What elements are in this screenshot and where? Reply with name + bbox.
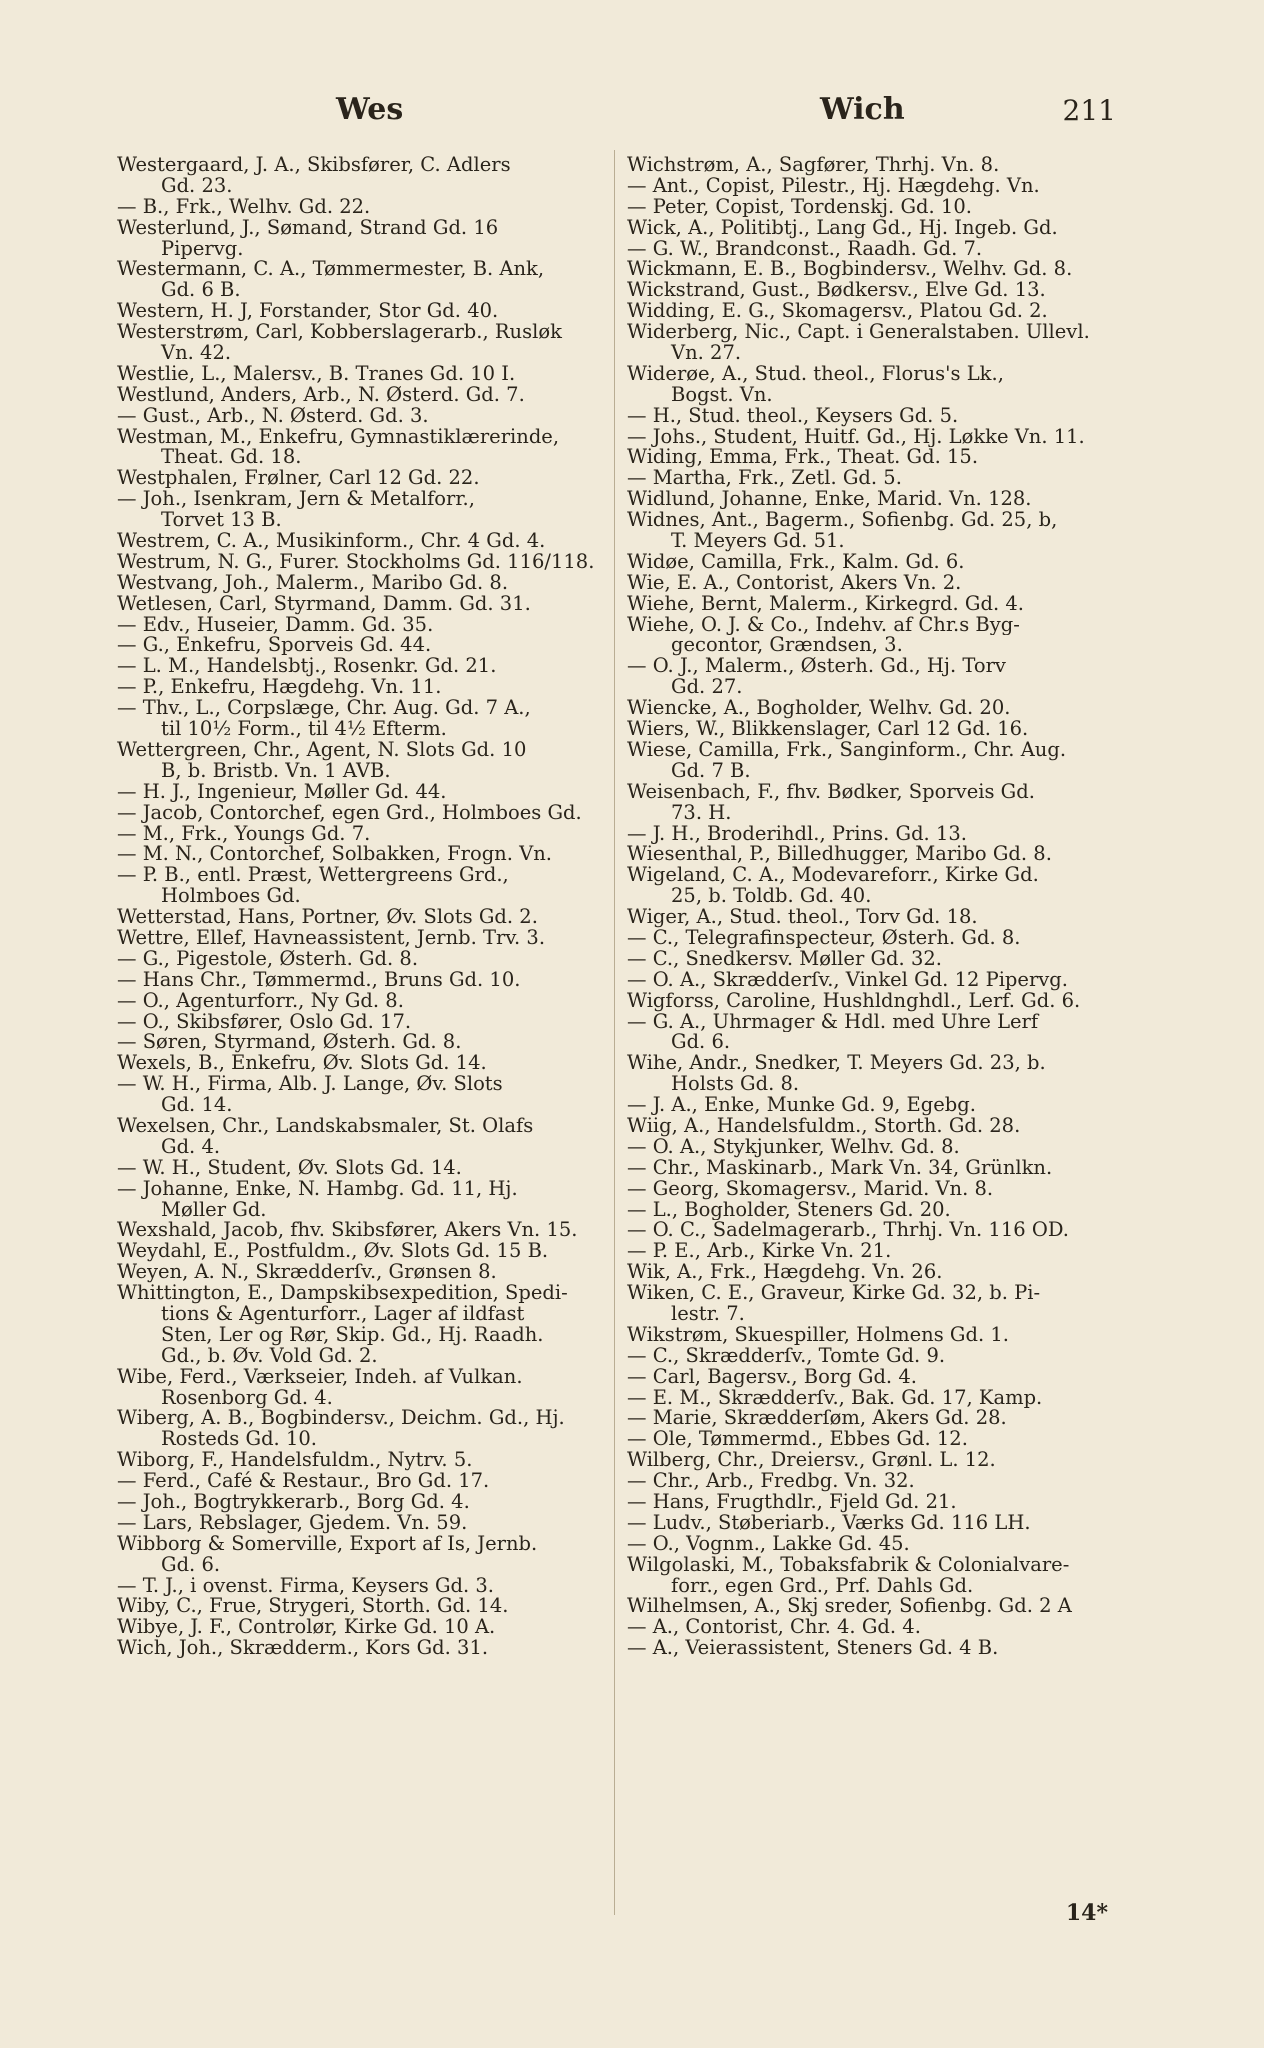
directory-line: Gd. 4. [161,1136,221,1158]
directory-line: Gd. 23. [161,175,233,197]
directory-line: Rosteds Gd. 10. [161,1429,317,1451]
directory-line: Wiers, W., Blikkenslager, Carl 12 Gd. 16. [627,719,1029,740]
directory-line: — A., Veierassistent, Steners Gd. 4 B. [627,1638,999,1660]
directory-line: Wiese, Camilla, Frk., Sanginform., Chr. Aug. [627,739,1067,761]
directory-line: — Martha, Frk., Zetl. Gd. 5. [627,468,902,490]
directory-line: Western, H. J, Forstander, Stor Gd. 40. [117,301,499,323]
directory-line: forr., egen Grd., Prf. Dahls Gd. [671,1575,974,1597]
directory-line: — M., Frk., Youngs Gd. 7. [117,823,371,845]
directory-line: — Hans Chr., Tømmermd., Bruns Gd. 10. [117,969,521,991]
directory-line: 73. H. [671,802,732,824]
directory-line: — Peter, Copist, Tordenskj. Gd. 10. [627,196,972,218]
directory-line: Westphalen, Frølner, Carl 12 Gd. 22. [117,468,480,490]
directory-line: — J. H., Broderihdl., Prins. Gd. 13. [627,823,967,845]
directory-line: — P. E., Arb., Kirke Vn. 21. [627,1241,892,1263]
directory-line: Westermann, C. A., Tømmermester, B. Ank, [117,259,545,281]
directory-line: Weydahl, E., Postfuldm., Øv. Slots Gd. 15 B. [117,1241,549,1263]
directory-line: — L., Bogholder, Steners Gd. 20. [627,1199,951,1221]
left-column [117,155,617,1659]
directory-line: Vn. 27. [671,343,742,364]
directory-line: — O. C., Sadelmagerarb., Thrhj. Vn. 116 OD. [627,1220,1069,1242]
directory-line: Wik, A., Frk., Hægdehg. Vn. 26. [627,1262,943,1284]
directory-line: Møller Gd. [161,1199,267,1221]
directory-line: Westrum, N. G., Furer. Stockholms Gd. 116/118. [117,551,595,573]
directory-line: — Chr., Maskinarb., Mark Vn. 34, Grünlkn. [627,1157,1053,1179]
directory-line: Wiig, A., Handelsfuldm., Storth. Gd. 28. [627,1115,1021,1137]
directory-line: Widøe, Camilla, Frk., Kalm. Gd. 6. [627,551,965,573]
directory-line: Widlund, Johanne, Enke, Marid. Vn. 128. [627,489,1032,511]
directory-line: — Søren, Styrmand, Østerh. Gd. 8. [117,1032,462,1054]
directory-line: Wihe, Andr., Snedker, T. Meyers Gd. 23, b. [627,1053,1046,1075]
directory-line: — Georg, Skomagersv., Marid. Vn. 8. [627,1178,994,1200]
directory-line: Westerlund, J., Sømand, Strand Gd. 16 [117,217,499,239]
directory-line: Wettergreen, Chr., Agent, N. Slots Gd. 10 [117,739,527,761]
right-column [627,155,1127,1659]
directory-line: Wichstrøm, A., Sagfører, Thrhj. Vn. 8. [627,155,1000,176]
directory-line: — Ferd., Café & Restaur., Bro Gd. 17. [117,1471,490,1492]
directory-line: — Gust., Arb., N. Østerd. Gd. 3. [117,405,429,427]
directory-line: Wiencke, A., Bogholder, Welhv. Gd. 20. [627,698,1011,720]
directory-line: Widerøe, A., Stud. theol., Florus's Lk., [627,363,1004,385]
page-header [0,92,1264,136]
directory-line: Wick, A., Politibtj., Lang Gd., Hj. Ingeb. Gd. [627,217,1058,239]
directory-line: — Chr., Arb., Fredbg. Vn. 32. [627,1471,915,1492]
directory-line: Bogst. Vn. [671,384,773,406]
directory-line: Gd. 6. [161,1554,221,1576]
directory-line: T. Meyers Gd. 51. [671,531,845,552]
directory-line: — H., Stud. theol., Keysers Gd. 5. [627,405,959,427]
header-left-word: Wes [336,92,404,127]
directory-line: Gd. 7 B. [671,760,751,782]
directory-line: Wexelsen, Chr., Landskabsmaler, St. Olafs [117,1115,534,1137]
directory-line: Wibye, J. F., Controlør, Kirke Gd. 10 A. [117,1617,496,1639]
directory-line: Rosenborg Gd. 4. [161,1387,333,1409]
directory-line: — P., Enkefru, Hægdehg. Vn. 11. [117,677,442,699]
directory-line: Wie, E. A., Contorist, Akers Vn. 2. [627,572,962,594]
directory-line: Wilgolaski, M., Tobaksfabrik & Colonialvare- [627,1554,1070,1576]
directory-line: Holmboes Gd. [161,886,301,908]
directory-line: — C., Telegrafinspecteur, Østerh. Gd. 8. [627,927,1021,949]
directory-line: — Hans, Frugthdlr., Fjeld Gd. 21. [627,1492,957,1513]
directory-line: Wiborg, F., Handelsfuldm., Nytrv. 5. [117,1450,473,1472]
directory-line: Westvang, Joh., Malerm., Maribo Gd. 8. [117,572,509,594]
directory-line: — G., Pigestole, Østerh. Gd. 8. [117,948,419,970]
directory-line: Wiby, C., Frue, Strygeri, Storth. Gd. 14. [117,1596,509,1618]
column-divider [614,150,615,1915]
directory-line: Wikstrøm, Skuespiller, Holmens Gd. 1. [627,1324,1009,1346]
directory-line: Gd. 6. [671,1032,731,1054]
directory-line: — O. A., Stykjunker, Welhv. Gd. 8. [627,1136,960,1158]
directory-line: Wiger, A., Stud. theol., Torv Gd. 18. [627,907,978,928]
directory-line: Widerberg, Nic., Capt. i Generalstaben. Ullevl. [627,322,1090,344]
directory-line: — Johs., Student, Huitf. Gd., Hj. Løkke Vn. 11. [627,426,1085,448]
directory-line: Wibe, Ferd., Værkseier, Indeh. af Vulkan. [117,1366,523,1388]
directory-line: — Ant., Copist, Pilestr., Hj. Hægdehg. Vn. [627,175,1040,197]
directory-line: Wetlesen, Carl, Styrmand, Damm. Gd. 31. [117,593,531,615]
directory-line: — O., Skibsfører, Oslo Gd. 17. [117,1011,412,1033]
directory-line: B, b. Bristb. Vn. 1 AVB. [161,760,391,782]
signature-mark: 14* [1065,1900,1108,1926]
directory-line: — O., Agenturforr., Ny Gd. 8. [117,990,404,1012]
directory-line: Wigforss, Caroline, Hushldnghdl., Lerf. Gd. 6. [627,990,1081,1012]
directory-line: Widing, Emma, Frk., Theat. Gd. 15. [627,447,979,469]
directory-line: Weisenbach, F., fhv. Bødker, Sporveis Gd. [627,781,1035,803]
directory-line: til 10½ Form., til 4½ Efterm. [161,719,447,740]
directory-line: Westlund, Anders, Arb., N. Østerd. Gd. 7. [117,384,525,406]
directory-line: tions & Agenturforr., Lager af ildfast [161,1303,525,1325]
directory-line: Holsts Gd. 8. [671,1074,800,1096]
directory-line: Vn. 42. [161,343,232,364]
directory-line: Torvet 13 B. [161,510,282,532]
directory-line: — J. A., Enke, Munke Gd. 9, Egebg. [627,1095,976,1116]
page-number: 211 [1062,94,1116,127]
directory-line: Gd. 14. [161,1095,233,1116]
directory-line: Wickmann, E. B., Bogbindersv., Welhv. Gd. 8. [627,259,1073,281]
directory-line: — M. N., Contorchef, Solbakken, Frogn. Vn. [117,844,552,866]
directory-line: Wexshald, Jacob, fhv. Skibsfører, Akers Vn. 15. [117,1220,578,1242]
directory-line: Wiehe, O. J. & Co., Indehv. af Chr.s Byg- [627,614,1020,636]
directory-line: — Johanne, Enke, N. Hambg. Gd. 11, Hj. [117,1178,518,1200]
directory-line: 25, b. Toldb. Gd. 40. [671,886,872,908]
directory-line: Theat. Gd. 18. [161,447,302,469]
directory-line: — Thv., L., Corpslæge, Chr. Aug. Gd. 7 A., [117,698,531,720]
directory-line: — W. H., Student, Øv. Slots Gd. 14. [117,1157,462,1179]
directory-line: Gd. 27. [671,677,743,699]
directory-line: Westlie, L., Malersv., B. Tranes Gd. 10 I. [117,363,516,385]
directory-line: Wiesenthal, P., Billedhugger, Maribo Gd. 8. [627,844,1052,866]
directory-line: Wilhelmsen, A., Skj sreder, Sofienbg. Gd. 2 A [627,1596,1072,1618]
directory-line: — L. M., Handelsbtj., Rosenkr. Gd. 21. [117,656,497,678]
header-middle-word: Wich [820,92,905,127]
directory-line: lestr. 7. [671,1303,745,1325]
directory-line: — G. A., Uhrmager & Hdl. med Uhre Lerf [627,1011,1039,1033]
directory-line: Wiken, C. E., Graveur, Kirke Gd. 32, b. Pi- [627,1283,1041,1304]
directory-line: — E. M., Skrædderſv., Bak. Gd. 17, Kamp. [627,1387,1043,1409]
directory-line: — C., Skrædderſv., Tomte Gd. 9. [627,1345,946,1367]
directory-line: Wiehe, Bernt, Malerm., Kirkegrd. Gd. 4. [627,593,1024,615]
directory-line: — Ludv., Støberiarb., Værks Gd. 116 LH. [627,1512,1031,1534]
directory-line: Westrem, C. A., Musikinform., Chr. 4 Gd. 4. [117,531,546,552]
directory-line: Wiberg, A. B., Bogbindersv., Deichm. Gd., Hj. [117,1408,565,1430]
directory-line: Westerstrøm, Carl, Kobberslagerarb., Rusløk [117,322,562,344]
directory-line: Widding, E. G., Skomagersv., Platou Gd. 2. [627,301,1048,323]
directory-line: — H. J., Ingenieur, Møller Gd. 44. [117,781,447,803]
directory-line: Wibborg & Somerville, Export af Is, Jernb. [117,1533,538,1555]
directory-line: Wexels, B., Enkefru, Øv. Slots Gd. 14. [117,1053,487,1075]
directory-line: Westman, M., Enkefru, Gymnastiklærerinde, [117,426,560,448]
directory-line: — O. J., Malerm., Østerh. Gd., Hj. Torv [627,656,1006,678]
directory-line: — W. H., Firma, Alb. J. Lange, Øv. Slots [117,1074,503,1096]
directory-line: Gd. 6 B. [161,280,241,302]
directory-line: Weyen, A. N., Skrædderſv., Grønsen 8. [117,1262,497,1284]
directory-line: Sten, Ler og Rør, Skip. Gd., Hj. Raadh. [161,1324,544,1346]
directory-line: Westergaard, J. A., Skibsfører, C. Adlers [117,155,511,176]
directory-line: Gd., b. Øv. Vold Gd. 2. [161,1345,378,1367]
directory-line: — C., Snedkersv. Møller Gd. 32. [627,948,942,970]
directory-line: — Marie, Skrædderſøm, Akers Gd. 28. [627,1408,1007,1430]
directory-line: Wettre, Ellef, Havneassistent, Jernb. Trv. 3. [117,927,546,949]
directory-line: — T. J., i ovenst. Firma, Keysers Gd. 3. [117,1575,495,1597]
directory-line: Wetterstad, Hans, Portner, Øv. Slots Gd. 2. [117,907,538,928]
directory-line: Wilberg, Chr., Dreiersv., Grønl. L. 12. [627,1450,996,1472]
directory-line: — O. A., Skrædderſv., Vinkel Gd. 12 Pipervg. [627,969,1068,991]
directory-line: Whittington, E., Dampskibsexpedition, Spedi- [117,1283,568,1304]
directory-line: gecontor, Grændsen, 3. [671,635,903,657]
directory-line: — B., Frk., Welhv. Gd. 22. [117,196,371,218]
directory-line: — G., Enkefru, Sporveis Gd. 44. [117,635,432,657]
directory-line: Wigeland, C. A., Modevareforr., Kirke Gd. [627,865,1039,887]
directory-line: Widnes, Ant., Bagerm., Sofienbg. Gd. 25, b, [627,510,1058,532]
directory-line: — P. B., entl. Præst, Wettergreens Grd., [117,865,509,887]
directory-line: — Joh., Bogtrykkerarb., Borg Gd. 4. [117,1492,470,1513]
directory-line: — Ole, Tømmermd., Ebbes Gd. 12. [627,1429,968,1451]
directory-line: — Jacob, Contorchef, egen Grd., Holmboes Gd. [117,802,582,824]
directory-line: — A., Contorist, Chr. 4. Gd. 4. [627,1617,921,1639]
directory-line: — Lars, Rebslager, Gjedem. Vn. 59. [117,1512,468,1534]
directory-line: — G. W., Brandconst., Raadh. Gd. 7. [627,238,983,260]
directory-line: Pipervg. [161,238,244,260]
directory-line: — Carl, Bagersv., Borg Gd. 4. [627,1366,917,1388]
directory-line: — O., Vognm., Lakke Gd. 45. [627,1533,910,1555]
directory-line: Wickstrand, Gust., Bødkersv., Elve Gd. 13. [627,280,1046,302]
directory-line: Wich, Joh., Skrædderm., Kors Gd. 31. [117,1638,489,1660]
directory-line: — Edv., Huseier, Damm. Gd. 35. [117,614,434,636]
directory-line: — Joh., Isenkram, Jern & Metalforr., [117,489,475,511]
